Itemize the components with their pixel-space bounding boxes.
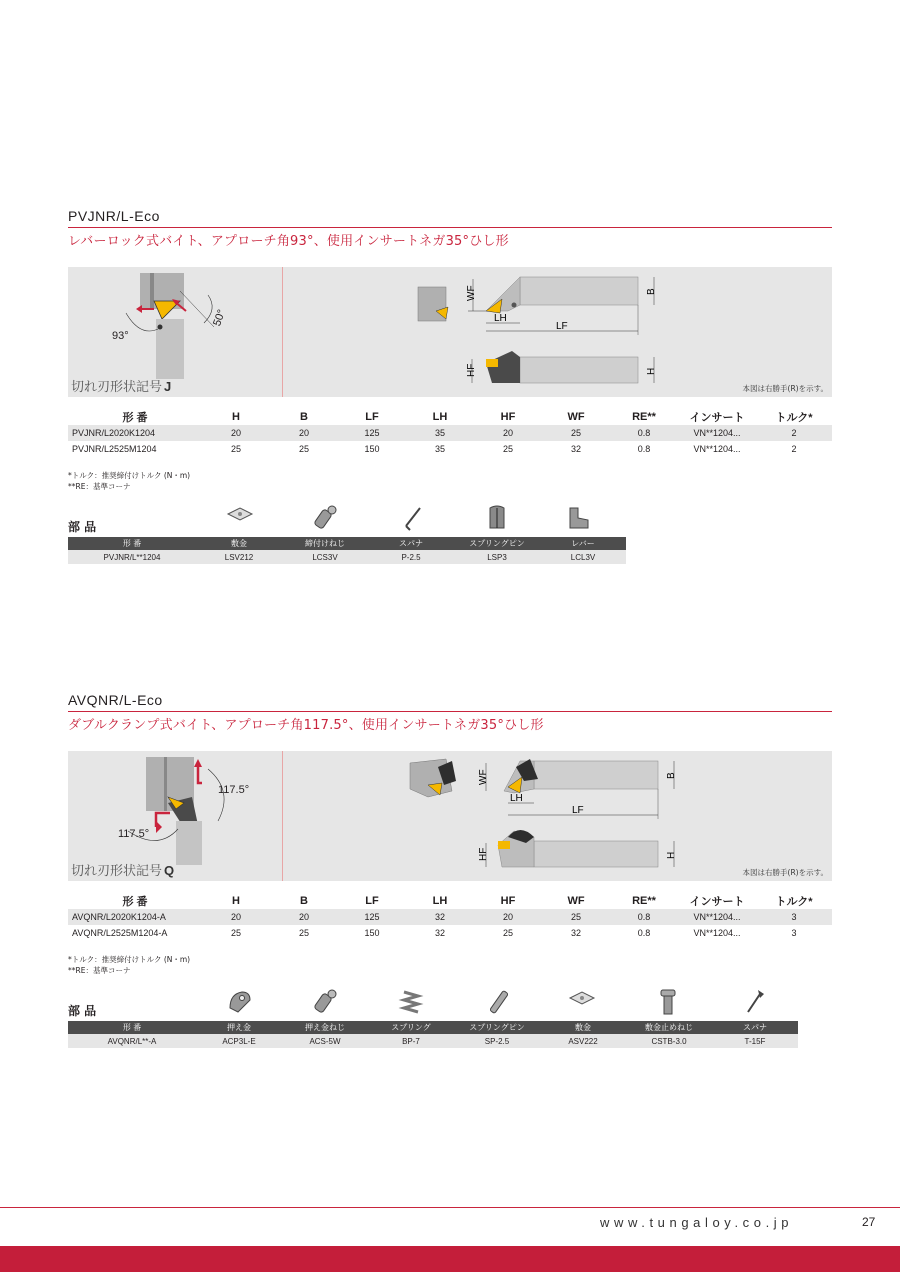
cell-lh: 35 bbox=[406, 425, 474, 441]
section-title: PVJNR/L-Eco bbox=[68, 208, 160, 224]
edge-angle-label: 117.5° bbox=[118, 828, 150, 840]
parts-col-wrench: スパナ bbox=[368, 537, 454, 550]
cell-insert: VN**1204... bbox=[678, 425, 756, 441]
edge-angle-label: 50° bbox=[211, 307, 229, 328]
parts-header-row bbox=[68, 1021, 798, 1034]
cell-model: AVQNR/L2020K1204-A bbox=[68, 909, 202, 925]
approach-angle-label: 93° bbox=[112, 330, 129, 342]
col-re: RE** bbox=[632, 411, 656, 423]
table-row bbox=[68, 550, 626, 564]
col-lf: LF bbox=[365, 411, 379, 423]
parts-col-shim: 敷金 bbox=[196, 537, 282, 550]
spec-header-row bbox=[68, 409, 832, 425]
feed-arrow-left bbox=[156, 821, 162, 833]
section-rule bbox=[68, 227, 832, 228]
parts-cell: BP-7 bbox=[368, 1034, 454, 1048]
cell-re: 0.8 bbox=[637, 928, 651, 938]
cell-torque: 3 bbox=[791, 928, 797, 938]
col-torque: トルク* bbox=[775, 896, 813, 908]
cell-h: 20 bbox=[202, 909, 270, 925]
parts-col-wrench: スパナ bbox=[712, 1021, 798, 1034]
cell-lh: 32 bbox=[434, 928, 445, 938]
section-pvjnr bbox=[68, 208, 832, 564]
edge-shape-label bbox=[71, 860, 174, 879]
insert-shim-icon bbox=[568, 988, 596, 1008]
feed-arrow-up bbox=[194, 759, 202, 767]
cell-re: 0.8 bbox=[610, 425, 678, 441]
col-h: H bbox=[232, 895, 240, 907]
section-title: AVQNR/L-Eco bbox=[68, 692, 163, 708]
cell-wf: 25 bbox=[542, 425, 610, 441]
h-label: H bbox=[666, 851, 677, 859]
holder-groove bbox=[150, 273, 154, 309]
spring-pin-icon bbox=[486, 504, 508, 530]
col-torque: トルク* bbox=[775, 412, 813, 424]
col-b: B bbox=[300, 895, 308, 907]
col-wf: WF bbox=[567, 411, 585, 423]
parts-header-row bbox=[68, 537, 626, 550]
approach-angle-label: 117.5° bbox=[218, 784, 250, 796]
lf-label: LF bbox=[556, 321, 568, 332]
spec-table bbox=[68, 893, 832, 941]
parts-col-pin: スプリングピン bbox=[454, 1021, 540, 1034]
screw-dot bbox=[158, 325, 163, 330]
table-row bbox=[68, 1034, 798, 1048]
tool-diagram bbox=[68, 267, 832, 397]
insert-shim-icon bbox=[226, 504, 254, 524]
page-number: 27 bbox=[862, 1215, 876, 1229]
cell-lf: 125 bbox=[338, 425, 406, 441]
section-rule bbox=[68, 711, 832, 712]
insert-side bbox=[498, 841, 510, 849]
col-lf: LF bbox=[365, 895, 379, 907]
cell-hf: 20 bbox=[474, 909, 542, 925]
cell-lh: 35 bbox=[434, 444, 445, 454]
parts-col-model: 形 番 bbox=[68, 537, 196, 550]
note-torque: *トルク：推奨締付けトルク (N・m) bbox=[68, 955, 191, 964]
tool-drawing bbox=[68, 267, 832, 397]
tool-drawing bbox=[68, 751, 832, 881]
parts-cell: LCS3V bbox=[282, 550, 368, 564]
parts-cell: AVQNR/L**-A bbox=[68, 1034, 196, 1048]
cell-b: 25 bbox=[298, 928, 309, 938]
tool-diagram bbox=[68, 751, 832, 881]
col-lh: LH bbox=[432, 411, 448, 423]
parts-block bbox=[68, 988, 832, 1048]
holder-shank bbox=[176, 821, 202, 865]
shank-top-view bbox=[520, 277, 638, 305]
notes bbox=[68, 470, 832, 492]
footer-bar bbox=[0, 1246, 900, 1272]
footer-rule bbox=[0, 1207, 900, 1208]
parts-cell: P-2.5 bbox=[368, 550, 454, 564]
shank-side-view bbox=[534, 841, 658, 867]
spec-header-row bbox=[68, 893, 832, 909]
col-hf: HF bbox=[500, 895, 516, 907]
parts-cell: ACP3L-E bbox=[196, 1034, 282, 1048]
parts-table bbox=[68, 1021, 798, 1048]
notes bbox=[68, 954, 832, 976]
cell-lf: 150 bbox=[364, 444, 380, 454]
cell-b: 25 bbox=[298, 444, 309, 454]
cell-insert: VN**1204... bbox=[693, 444, 741, 454]
cell-hf: 25 bbox=[502, 928, 513, 938]
clamp-icon bbox=[226, 988, 254, 1014]
wf-label: WF bbox=[478, 769, 489, 785]
table-row bbox=[68, 441, 832, 457]
holder-groove bbox=[164, 757, 167, 811]
spring-pin-icon bbox=[486, 988, 512, 1016]
section-avqnr bbox=[68, 692, 832, 1048]
parts-col-shim-screw: 敷金止めねじ bbox=[626, 1021, 712, 1034]
col-hf: HF bbox=[500, 411, 516, 423]
parts-col-screw: 締付けねじ bbox=[282, 537, 368, 550]
section-subtitle: ダブルクランプ式バイト、アプローチ角117.5°、使用インサートネガ35°ひし形 bbox=[68, 718, 544, 733]
cell-insert: VN**1204... bbox=[678, 909, 756, 925]
parts-col-clamp: 押え金 bbox=[196, 1021, 282, 1034]
edge-shape-code: Q bbox=[164, 863, 175, 878]
cell-re: 0.8 bbox=[637, 444, 651, 454]
cell-b: 20 bbox=[270, 909, 338, 925]
shank-side-view bbox=[520, 357, 638, 383]
cell-wf: 32 bbox=[570, 928, 581, 938]
parts-icons bbox=[68, 504, 832, 532]
lh-label: LH bbox=[510, 793, 523, 804]
col-model: 形 番 bbox=[122, 412, 148, 424]
section-subtitle: レバーロック式バイト、アプローチ角93°、使用インサートネガ35°ひし形 bbox=[68, 234, 509, 249]
cell-b: 20 bbox=[270, 425, 338, 441]
lever-icon bbox=[566, 504, 592, 532]
insert-side bbox=[486, 359, 498, 367]
shank-top-view bbox=[534, 761, 658, 789]
col-b: B bbox=[300, 411, 308, 423]
h-label: H bbox=[646, 367, 657, 375]
wrench-icon bbox=[744, 988, 766, 1016]
parts-title: 部 品 bbox=[68, 520, 97, 534]
cell-h: 25 bbox=[230, 928, 241, 938]
table-row bbox=[68, 909, 832, 925]
parts-icons bbox=[68, 988, 832, 1016]
col-model: 形 番 bbox=[122, 896, 148, 908]
cell-h: 25 bbox=[230, 444, 241, 454]
parts-cell: SP-2.5 bbox=[454, 1034, 540, 1048]
spec-table bbox=[68, 409, 832, 457]
shim-screw-icon bbox=[656, 988, 680, 1016]
cell-hf: 25 bbox=[502, 444, 513, 454]
col-h: H bbox=[232, 411, 240, 423]
parts-col-pin: スプリングピン bbox=[454, 537, 540, 550]
col-lh: LH bbox=[432, 895, 448, 907]
angle-arc-2 bbox=[204, 295, 212, 323]
col-insert: インサート bbox=[689, 896, 745, 908]
parts-table bbox=[68, 537, 626, 564]
edge-shape-text: 切れ刃形状記号 bbox=[71, 864, 163, 879]
cell-insert: VN**1204... bbox=[693, 928, 741, 938]
cell-lf: 150 bbox=[364, 928, 380, 938]
right-hand-note: 本図は右勝手(R)を示す。 bbox=[742, 384, 828, 393]
clamp-screw-icon bbox=[312, 504, 340, 532]
cell-wf: 25 bbox=[542, 909, 610, 925]
parts-col-shim: 敷金 bbox=[540, 1021, 626, 1034]
edge-shape-text: 切れ刃形状記号 bbox=[71, 380, 163, 395]
b-label: B bbox=[646, 288, 657, 295]
cell-model: PVJNR/L2525M1204 bbox=[72, 444, 157, 454]
cell-hf: 20 bbox=[474, 425, 542, 441]
hf-label: HF bbox=[478, 847, 489, 861]
cell-model: AVQNR/L2525M1204-A bbox=[72, 928, 168, 938]
clamp-screw-icon bbox=[312, 988, 340, 1016]
lf-label: LF bbox=[572, 805, 584, 816]
hf-label: HF bbox=[466, 363, 477, 377]
lh-label: LH bbox=[494, 313, 507, 324]
note-torque: *トルク：推奨締付けトルク (N・m) bbox=[68, 471, 191, 480]
parts-cell: PVJNR/L**1204 bbox=[68, 550, 196, 564]
note-re: **RE：基準コーナ bbox=[68, 966, 131, 975]
note-re: **RE：基準コーナ bbox=[68, 482, 131, 491]
parts-cell: LCL3V bbox=[540, 550, 626, 564]
parts-col-spring: スプリング bbox=[368, 1021, 454, 1034]
parts-cell: CSTB-3.0 bbox=[626, 1034, 712, 1048]
cell-torque: 2 bbox=[791, 444, 797, 454]
parts-cell: ACS-5W bbox=[282, 1034, 368, 1048]
right-hand-note: 本図は右勝手(R)を示す。 bbox=[742, 868, 828, 877]
cell-torque: 3 bbox=[756, 909, 832, 925]
parts-col-model: 形 番 bbox=[68, 1021, 196, 1034]
table-row bbox=[68, 925, 832, 941]
parts-cell: LSV212 bbox=[196, 550, 282, 564]
edge-shape-label bbox=[71, 376, 171, 395]
screw-top bbox=[512, 303, 517, 308]
cell-h: 20 bbox=[202, 425, 270, 441]
parts-col-clamp-screw: 押え金ねじ bbox=[282, 1021, 368, 1034]
parts-block bbox=[68, 504, 832, 564]
angle-arc-1 bbox=[126, 313, 158, 331]
footer-url[interactable]: www.tungaloy.co.jp bbox=[600, 1215, 794, 1230]
feed-arrow-left-head bbox=[136, 305, 142, 313]
col-re: RE** bbox=[632, 895, 656, 907]
col-wf: WF bbox=[567, 895, 585, 907]
parts-cell: LSP3 bbox=[454, 550, 540, 564]
spring-icon bbox=[398, 988, 424, 1016]
cell-torque: 2 bbox=[756, 425, 832, 441]
col-insert: インサート bbox=[689, 412, 745, 424]
wrench-icon bbox=[402, 504, 424, 532]
cell-wf: 32 bbox=[570, 444, 581, 454]
cell-model: PVJNR/L2020K1204 bbox=[68, 425, 202, 441]
parts-col-lever: レバー bbox=[540, 537, 626, 550]
parts-cell: ASV222 bbox=[540, 1034, 626, 1048]
wf-label: WF bbox=[466, 285, 477, 301]
table-row bbox=[68, 425, 832, 441]
cell-lf: 125 bbox=[338, 909, 406, 925]
b-label: B bbox=[666, 772, 677, 779]
edge-shape-code: J bbox=[164, 379, 172, 394]
parts-title: 部 品 bbox=[68, 1004, 97, 1018]
parts-cell: T-15F bbox=[712, 1034, 798, 1048]
cell-re: 0.8 bbox=[610, 909, 678, 925]
cell-lh: 32 bbox=[406, 909, 474, 925]
insert-top bbox=[486, 299, 502, 313]
